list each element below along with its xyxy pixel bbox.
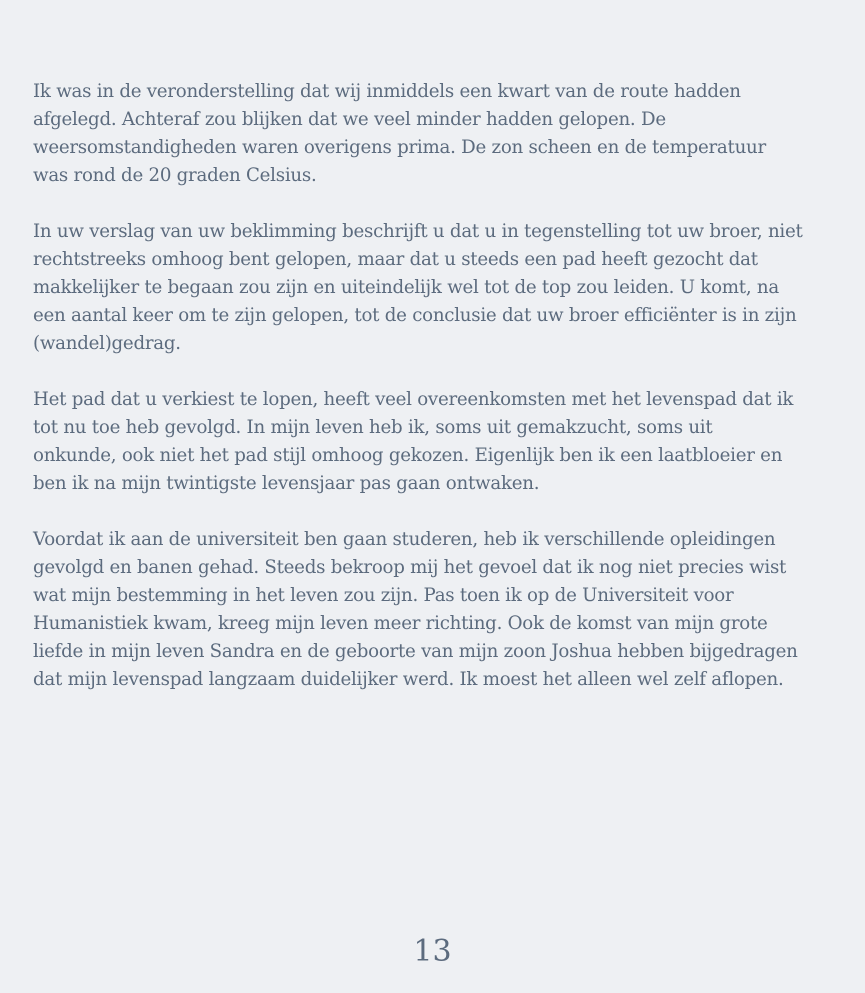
page-number: 13 [413, 934, 452, 969]
paragraph-2: In uw verslag van uw beklimming beschrijft u dat u in tegenstelling tot uw broer, niet rechtstreeks omhoog bent gelopen, maar dat u steeds een pad heeft gezocht dat makkelijker te begaan zou zijn en uiteindelijk wel tot de top zou leiden. U komt, na een aantal keer om te zijn gelopen, tot de conclusie dat uw broer efficiënter is in zijn (wandel)gedrag. [33, 221, 803, 354]
paragraph-1: Ik was in de veronderstelling dat wij inmiddels een kwart van de route hadden afgelegd. Achteraf zou blijken dat we veel minder hadden gelopen. De weersomstandigheden waren overigens prima. De zon scheen en de temperatuur was rond de 20 graden Celsius. [33, 81, 766, 186]
body-text [33, 78, 833, 722]
paragraph-4: Voordat ik aan de universiteit ben gaan studeren, heb ik verschillende opleidingen gevolgd en banen gehad. Steeds bekroop mij het gevoel dat ik nog niet precies wist wat mijn bestemming in het leven zou zijn. Pas toen ik op de Universiteit voor Humanistiek kwam, kreeg mijn leven meer richting. Ook de komst van mijn grote liefde in mijn leven Sandra en de geboorte van mijn zoon Joshua hebben bijgedragen dat mijn levenspad langzaam duidelijker werd. Ik moest het alleen wel zelf aflopen. [33, 529, 798, 690]
paragraph-3: Het pad dat u verkiest te lopen, heeft veel overeenkomsten met het levenspad dat ik tot nu toe heb gevolgd. In mijn leven heb ik, soms uit gemakzucht, soms uit onkunde, ook niet het pad stijl omhoog gekozen. Eigenlijk ben ik een laatbloeier en ben ik na mijn twintigste levensjaar pas gaan ontwaken. [33, 389, 794, 494]
